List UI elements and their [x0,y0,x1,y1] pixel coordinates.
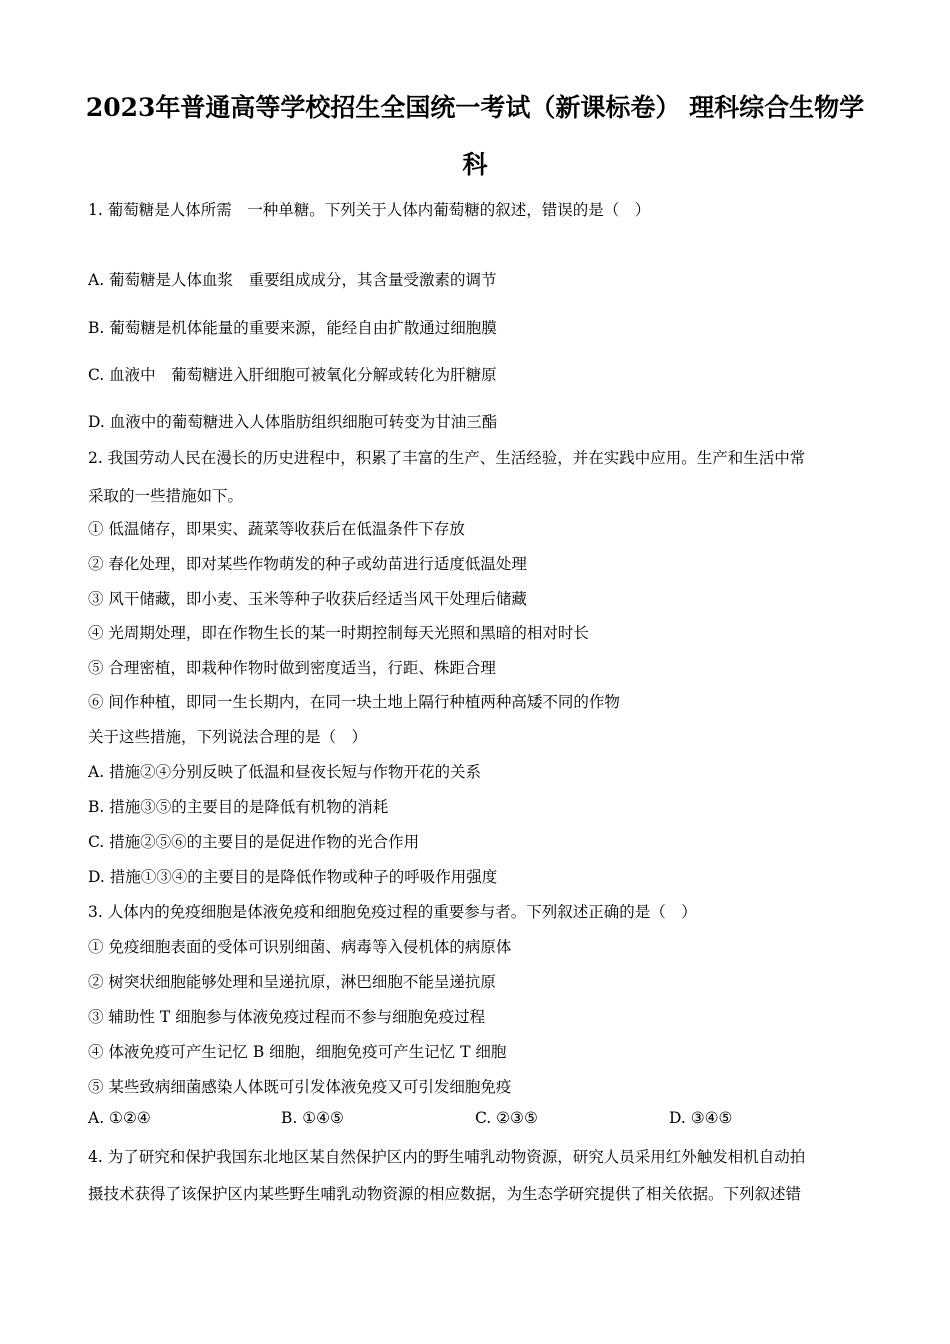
question-3-option-d: D. ③④⑤ [669,1109,733,1127]
question-1-option-a: A. 葡萄糖是人体血浆 重要组成成分，其含量受激素的调节 [88,271,497,289]
question-3-item-2: ② 树突状细胞能够处理和呈递抗原，淋巴细胞不能呈递抗原 [88,973,496,991]
question-3-stem: 3. 人体内的免疫细胞是体液免疫和细胞免疫过程的重要参与者。下列叙述正确的是（ ） [88,903,697,921]
question-3-option-c: C. ②③⑤ [475,1109,538,1127]
question-2-question: 关于这些措施，下列说法合理的是（ ） [88,728,368,746]
question-2-stem: 2. 我国劳动人民在漫长的历史进程中，积累了丰富的生产、生活经验，并在实践中应用。生产和生活中常 [88,449,806,467]
question-2-option-c: C. 措施②⑤⑥的主要目的是促进作物的光合作用 [88,833,420,851]
question-2-item-2: ② 春化处理，即对某些作物萌发的种子或幼苗进行适度低温处理 [88,555,527,573]
question-2-option-d: D. 措施①③④的主要目的是降低作物或种子的呼吸作用强度 [88,868,498,886]
question-1-option-c: C. 血液中 葡萄糖进入肝细胞可被氧化分解或转化为肝糖原 [88,366,497,384]
question-2-item-6: ⑥ 间作种植，即同一生长期内，在同一块土地上隔行种植两种高矮不同的作物 [88,693,620,711]
page-title: 2023年普通高等学校招生全国统一考试（新课标卷） 理科综合生物学 [85,93,865,122]
question-3-item-3: ③ 辅助性 T 细胞参与体液免疫过程而不参与细胞免疫过程 [88,1008,486,1026]
question-4-stem-continued: 摄技术获得了该保护区内某些野生哺乳动物资源的相应数据，为生态学研究提供了相关依据。下列叙述错 [88,1185,802,1203]
question-1-stem: 1. 葡萄糖是人体所需 一种单糖。下列关于人体内葡萄糖的叙述，错误的是（ ） [88,201,651,219]
question-3-item-4: ④ 体液免疫可产生记忆 B 细胞，细胞免疫可产生记忆 T 细胞 [88,1043,507,1061]
question-2-item-1: ① 低温储存，即果实、蔬菜等收获后在低温条件下存放 [88,520,465,538]
question-1-option-b: B. 葡萄糖是机体能量的重要来源，能经自由扩散通过细胞膜 [88,319,497,337]
question-3-option-b: B. ①④⑤ [281,1109,344,1127]
page-title-continued: 科 [462,150,488,179]
question-2-item-5: ⑤ 合理密植，即栽种作物时做到密度适当，行距、株距合理 [88,659,496,677]
question-2-item-4: ④ 光周期处理，即在作物生长的某一时期控制每天光照和黑暗的相对时长 [88,624,589,642]
question-3-item-1: ① 免疫细胞表面的受体可识别细菌、病毒等入侵机体的病原体 [88,938,512,956]
question-2-option-a: A. 措施②④分别反映了低温和昼夜长短与作物开花的关系 [88,763,482,781]
question-3-item-5: ⑤ 某些致病细菌感染人体既可引发体液免疫又可引发细胞免疫 [88,1078,512,1096]
question-2-option-b: B. 措施③⑤的主要目的是降低有机物的消耗 [88,798,389,816]
question-1-option-d: D. 血液中的葡萄糖进入人体脂肪组织细胞可转变为甘油三酯 [88,413,498,431]
question-4-stem: 4. 为了研究和保护我国东北地区某自然保护区内的野生哺乳动物资源，研究人员采用红外触发相机自动拍 [88,1148,806,1166]
question-2-item-3: ③ 风干储藏，即小麦、玉米等种子收获后经适当风干处理后储藏 [88,590,527,608]
question-2-stem-continued: 采取的一些措施如下。 [88,487,244,505]
question-3-option-a: A. ①②④ [88,1109,151,1127]
